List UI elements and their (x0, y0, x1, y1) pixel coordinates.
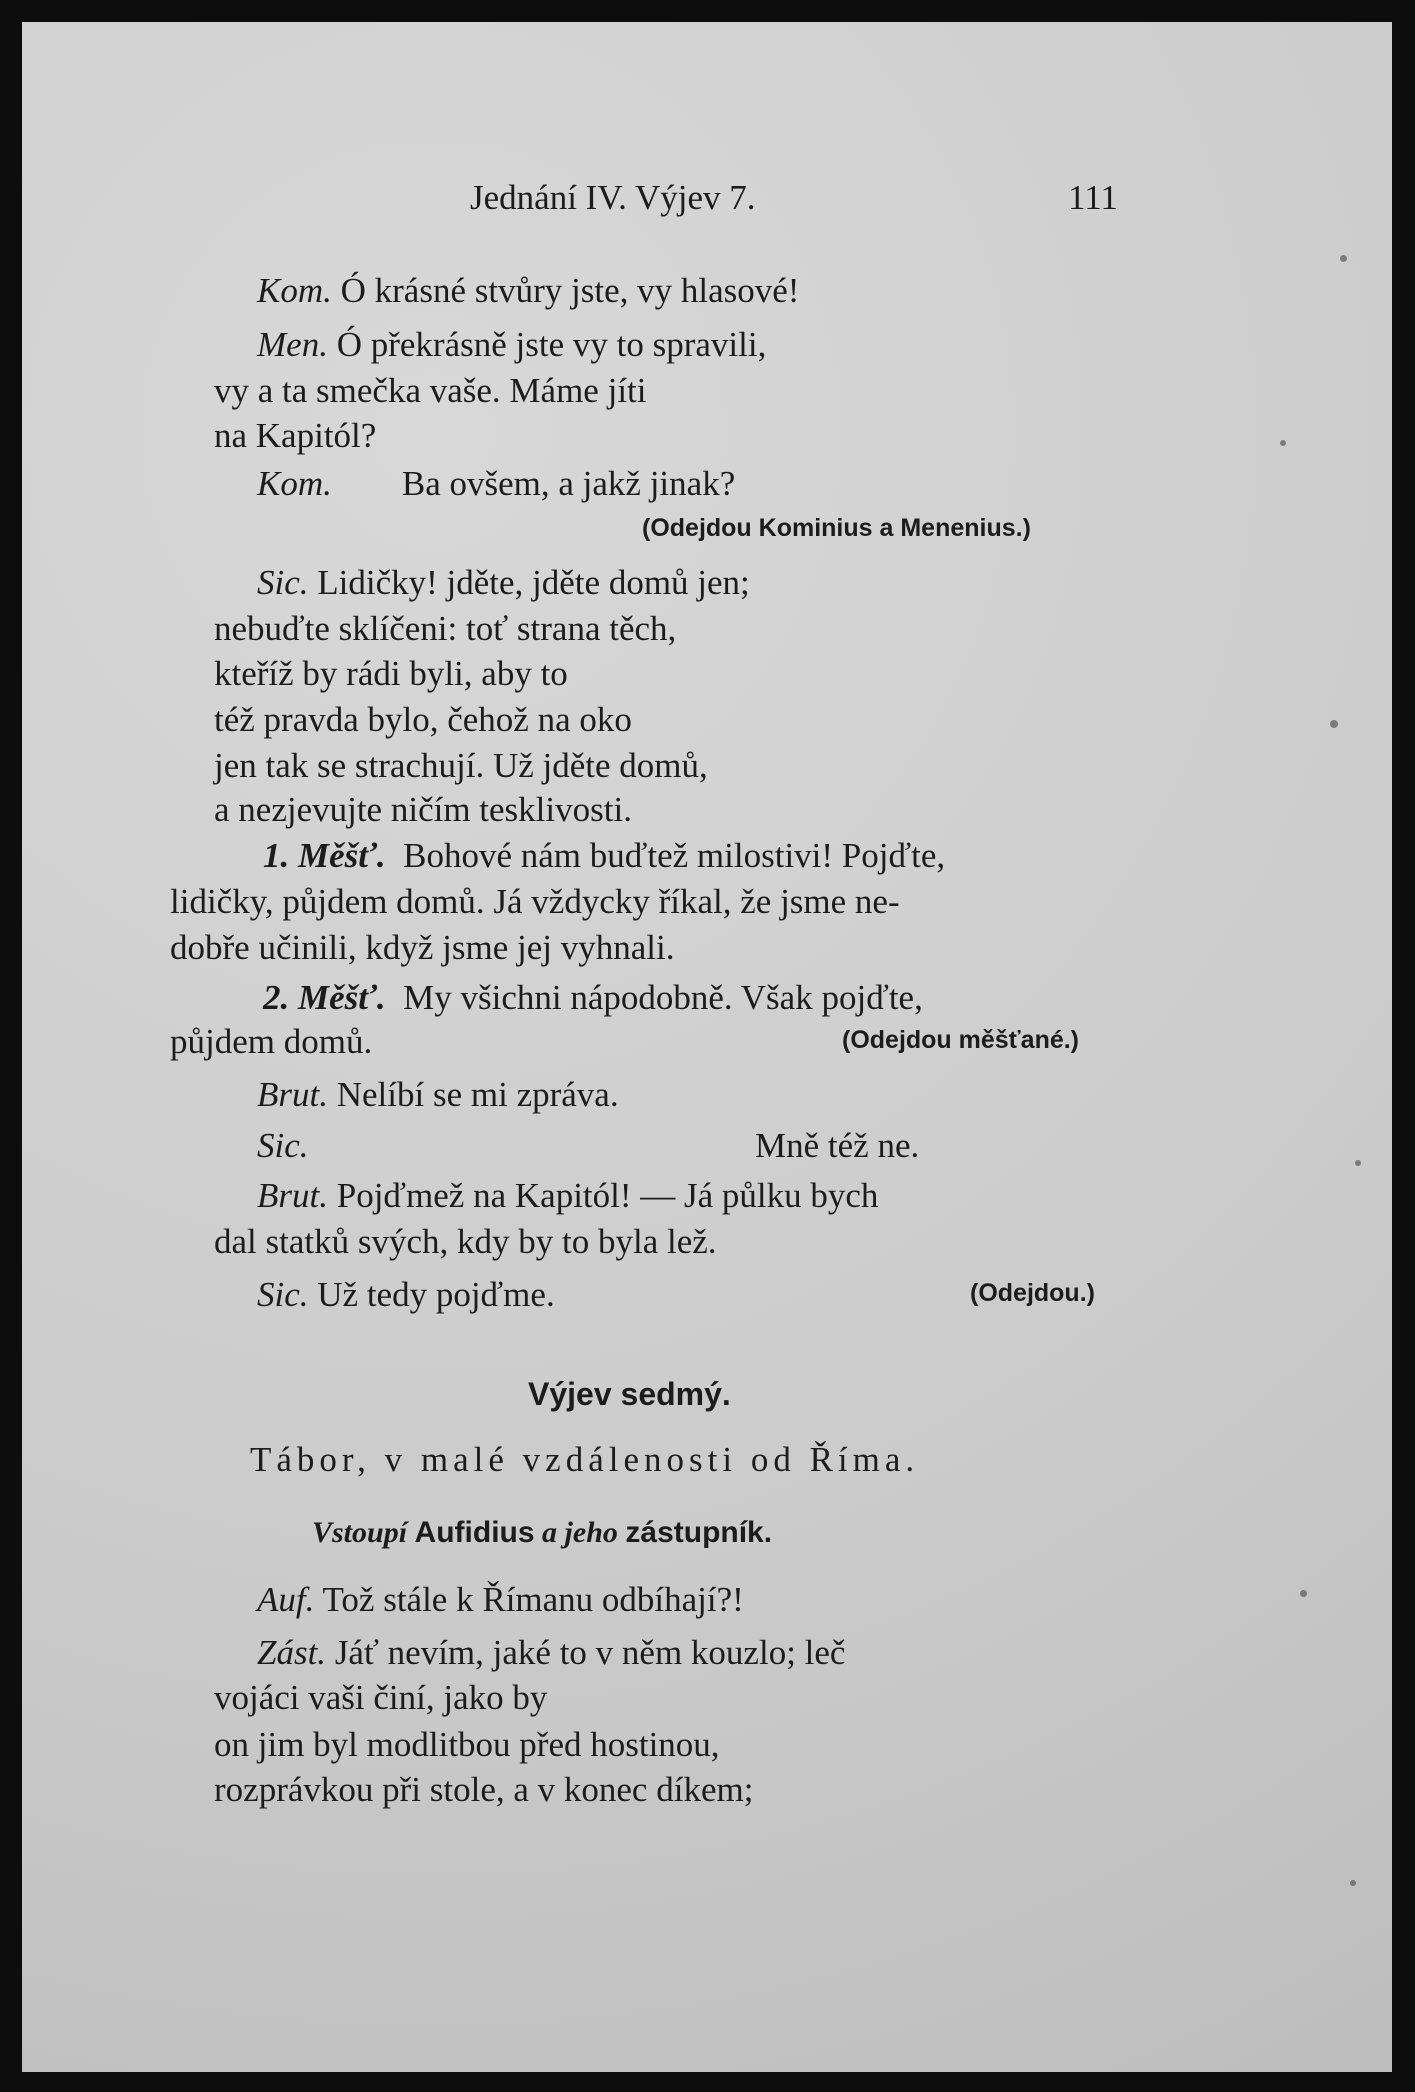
page-number: 111 (1068, 178, 1118, 217)
speech-text: Nelíbí se mi zpráva. (336, 1075, 619, 1114)
speech-line (257, 466, 735, 501)
speaker-name: Kom. (257, 464, 332, 503)
verse-line: rozprávkou při stole, a v konec díkem; (214, 1770, 754, 1809)
scan-border-top (0, 0, 1415, 22)
scene-heading: Výjev sedmý. (528, 1376, 731, 1412)
speaker-name: Sic. (257, 563, 309, 602)
speech-text: Lidičky! jděte, jděte domů jen; (317, 563, 750, 602)
entrance-verb: Vstoupí (312, 1516, 408, 1549)
paper-speck (1330, 720, 1338, 728)
paper-speck (1340, 255, 1347, 262)
speech-text: Jáť nevím, jaké to v něm kouzlo; leč (334, 1633, 846, 1672)
scene-setting: Tábor, v malé vzdálenosti od Říma. (250, 1440, 920, 1479)
character-name: Aufidius (414, 1516, 535, 1549)
speech-line (257, 1277, 555, 1312)
speech-line (257, 565, 750, 600)
character-name: zástupník. (625, 1516, 773, 1549)
stage-direction: (Odejdou.) (970, 1279, 1095, 1307)
speech-line (257, 1635, 845, 1670)
speech-text: Ó krásné stvůry jste, vy hlasové! (340, 271, 800, 310)
paper-speck (1300, 1590, 1307, 1597)
speech-text: Bohové nám buďtež milostivi! Pojďte, (403, 836, 946, 875)
speaker-name: 2. Měšť. (263, 978, 386, 1017)
speech-text: Mně též ne. (755, 1126, 920, 1165)
verse-line: vojáci vaši činí, jako by (214, 1678, 548, 1717)
running-title: Jednání IV. Výjev 7. (470, 178, 756, 217)
scan-border-right (1392, 0, 1415, 2092)
paper-speck (1280, 440, 1286, 446)
paper-speck (1355, 1160, 1361, 1166)
verse-line: on jim byl modlitbou před hostinou, (214, 1725, 720, 1764)
speech-line (257, 1077, 619, 1112)
verse-line: vy a ta smečka vaše. Máme jíti (214, 371, 647, 410)
prose-line: lidičky, půjdem domů. Já vždycky říkal, že jsme ne- (170, 882, 900, 921)
speech-text: Ó překrásně jste vy to spravili, (336, 325, 767, 364)
scan-border-left (0, 0, 22, 2092)
speaker-name: Auf. (257, 1580, 315, 1619)
speech-line (257, 1128, 309, 1163)
prose-line: dobře učinili, když jsme jej vyhnali. (170, 928, 675, 967)
speaker-name: Sic. (257, 1126, 309, 1165)
verse-line: dal statků svých, kdy by to byla lež. (214, 1222, 717, 1261)
verse-line: kteříž by rádi byli, aby to (214, 654, 568, 693)
speech-text: Už tedy pojďme. (317, 1275, 555, 1314)
speaker-name: Brut. (257, 1176, 328, 1215)
speech-line (263, 980, 923, 1015)
speech-line (257, 1178, 878, 1213)
speech-text: Tož stále k Římanu odbíhají?! (322, 1580, 744, 1619)
speaker-name: Kom. (257, 271, 332, 310)
entrance-connector: a jeho (542, 1516, 618, 1549)
prose-line: půjdem domů. (170, 1022, 373, 1061)
verse-line: nebuďte sklíčeni: toť strana těch, (214, 609, 677, 648)
verse-line: na Kapitól? (214, 416, 377, 455)
speech-line (257, 273, 799, 308)
speech-line (257, 327, 766, 362)
stage-direction: (Odejdou Kominius a Menenius.) (642, 514, 1031, 542)
speaker-name: Sic. (257, 1275, 309, 1314)
entrance-direction (312, 1518, 772, 1548)
speaker-name: Men. (257, 325, 328, 364)
stage-direction: (Odejdou měšťané.) (842, 1026, 1080, 1054)
speaker-name: Zást. (257, 1633, 327, 1672)
verse-line: též pravda bylo, čehož na oko (214, 700, 632, 739)
speaker-name: Brut. (257, 1075, 328, 1114)
speech-line (263, 838, 945, 873)
verse-line: a nezjevujte ničím tesklivosti. (214, 790, 632, 829)
speech-text: Pojďmež na Kapitól! — Já půlku bych (336, 1176, 879, 1215)
speech-line (257, 1582, 744, 1617)
speech-text: My všichni nápodobně. Však pojďte, (403, 978, 923, 1017)
speech-text: Ba ovšem, a jakž jinak? (401, 464, 736, 503)
paper-speck (1350, 1880, 1356, 1886)
speaker-name: 1. Měšť. (263, 836, 386, 875)
verse-line: jen tak se strachují. Už jděte domů, (214, 746, 708, 785)
